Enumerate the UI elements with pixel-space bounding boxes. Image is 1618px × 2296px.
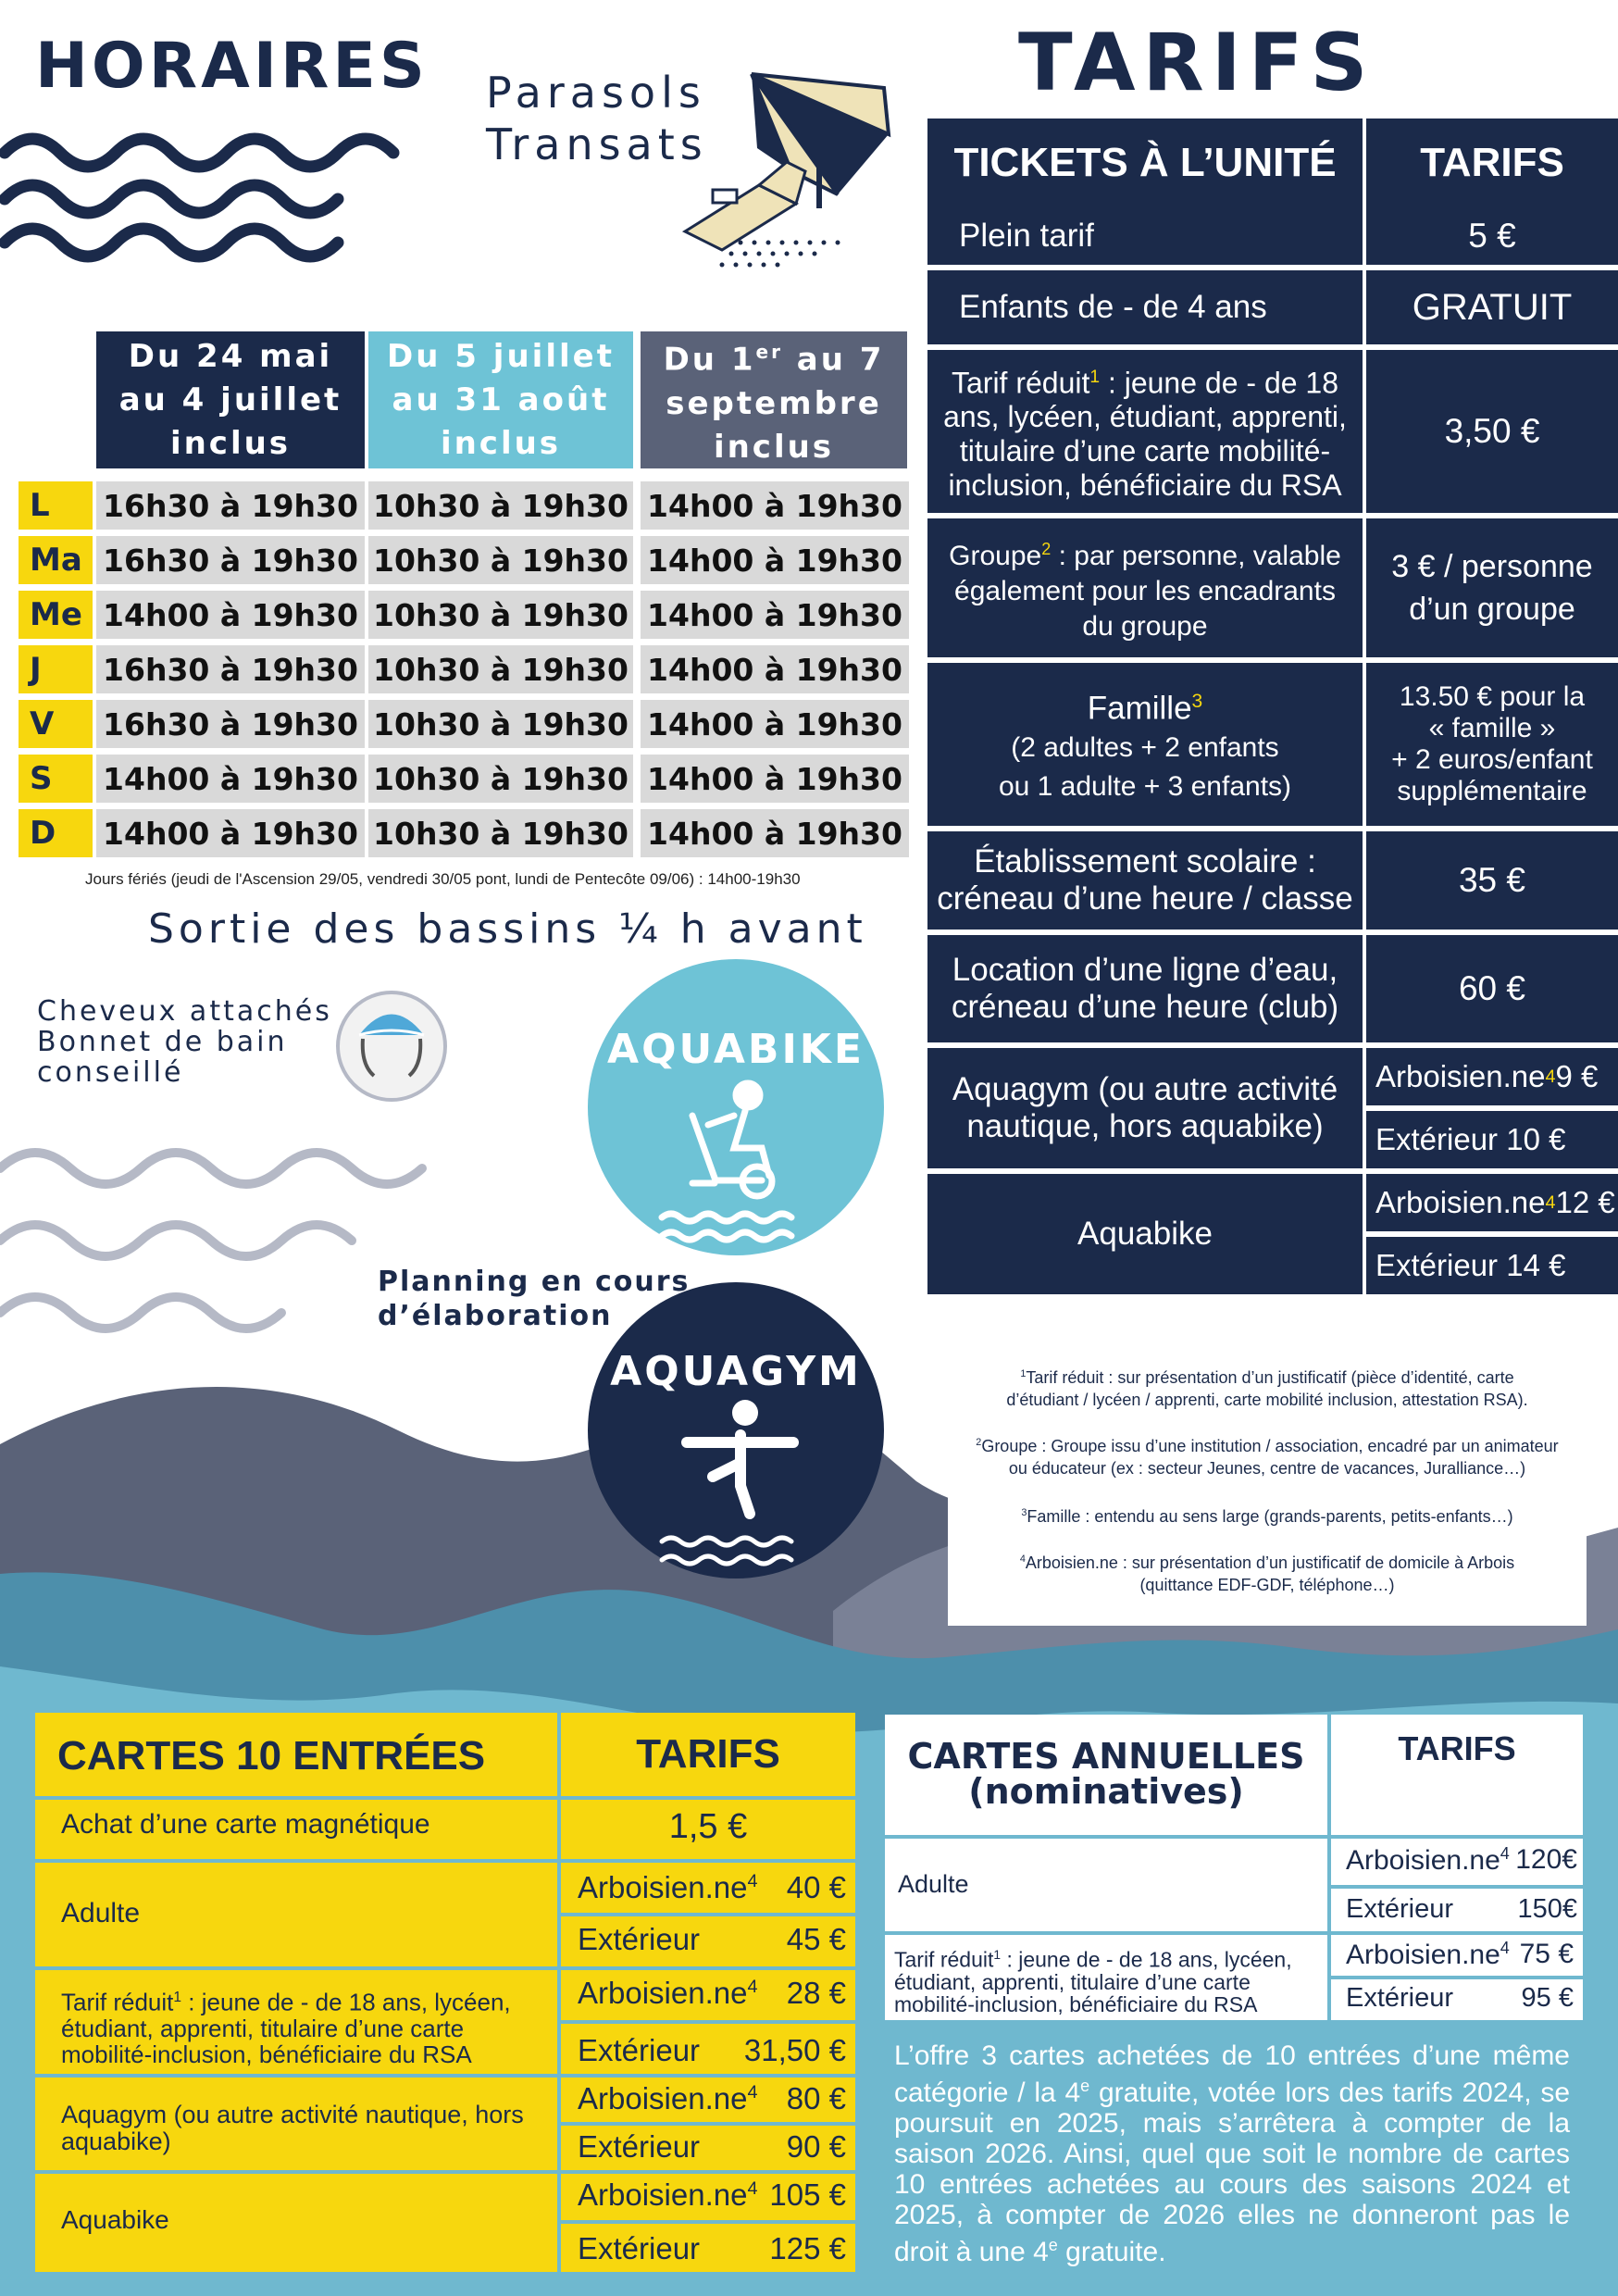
ann-reduit-arb: Arboisien.ne	[1346, 1940, 1500, 1970]
period-1-line-1: Du 24 mai	[128, 337, 333, 375]
schedule-cell: 14h00 à 19h30	[641, 591, 909, 639]
schedule-cell: 14h00 à 19h30	[641, 755, 909, 803]
reduit-label-a: Tarif réduit	[951, 366, 1090, 400]
footnote-3-num: 3	[1021, 1507, 1027, 1518]
ann-adulte-arb-cell	[1331, 1839, 1583, 1885]
c10-aquabike-label-cell	[35, 2174, 557, 2272]
c10-adulte-arb: Arboisien.ne	[578, 1870, 748, 1904]
aquagym-line-2: nautique, hors aquabike)	[966, 1108, 1324, 1144]
offre-text-a: L’offre 3 cartes achetées de 10 entrées d’une même catégorie / la 4	[894, 2040, 1570, 2108]
aquagym-ext-text: Extérieur 10 €	[1375, 1122, 1566, 1156]
groupe-price	[1366, 518, 1618, 657]
offre-text-b: gratuite, votée lors des tarifs 2024, se poursuit en 2025, mais s’arrêtera à compter de la saison 2026. Ainsi, quel que soit le nombre de cartes 10 entrées achetées au cours des saisons 2024 et 2025, à compter de 2026 elles ne donneront pas le droit à une 4	[894, 2078, 1571, 2267]
tickets-header-left	[927, 119, 1363, 207]
offre-text-c: gratuite.	[1057, 2237, 1166, 2267]
aquabike-ext-text: Extérieur 14 €	[1375, 1248, 1566, 1282]
c10-reduit-arb-sup: 4	[747, 1977, 758, 1997]
ann-reduit-line-0	[894, 1944, 1327, 1971]
plein-tarif-text: Plein tarif	[959, 218, 1094, 254]
aquabike-title: AQUABIKE	[607, 1026, 865, 1073]
schedule-cell: 14h00 à 19h30	[96, 755, 365, 803]
footnote-2	[948, 1431, 1587, 1479]
footnote-4-line-2: (quittance EDF-GDF, téléphone…)	[1139, 1576, 1395, 1594]
c10-reduit-sup: 1	[173, 1990, 182, 2005]
plein-tarif-label	[927, 207, 1363, 265]
annuelles-tarifs-cell	[1331, 1715, 1583, 1835]
schedule-cell: 14h00 à 19h30	[641, 645, 909, 693]
famille-price-line-4: supplémentaire	[1397, 776, 1587, 806]
famille-sup: 3	[1191, 691, 1203, 713]
reduit-line-2: titulaire d’une carte mobilité-	[959, 434, 1331, 468]
parasols-transats-label	[486, 67, 708, 170]
groupe-sup: 2	[1041, 540, 1052, 558]
c10-reduit-label-a: Tarif réduit	[61, 1988, 174, 2016]
groupe-label	[927, 518, 1363, 657]
cartes10-title: CARTES 10 ENTRÉES	[57, 1733, 486, 1778]
c10-reduit-line-2: mobilité-inclusion, bénéficiaire du RSA	[61, 2040, 472, 2068]
aquagym-arb-sup: 4	[1545, 1066, 1556, 1087]
scolaire-price	[1366, 831, 1618, 930]
footnote-3	[948, 1502, 1587, 1528]
groupe-label-a: Groupe	[949, 541, 1042, 571]
reduit-label	[927, 350, 1363, 513]
period-header-1	[96, 331, 365, 468]
tickets-header-right-text: TARIFS	[1420, 140, 1564, 185]
day-label: S	[19, 755, 93, 803]
footnote-4-text-1: Arboisien.ne : sur présentation d’un justificatif de domicile à Arbois	[1025, 1554, 1515, 1572]
waves-grey-icon	[0, 1153, 422, 1329]
footnote-1-line-2: d’étudiant / lycéen / apprenti, carte mobilité inclusion, attestation RSA).	[1006, 1391, 1528, 1409]
offre-sup: e	[1080, 2077, 1090, 2095]
c10-reduit-arb-price: 28 €	[786, 1976, 846, 2010]
c10-adulte-arb-price: 40 €	[786, 1870, 846, 1904]
c10-aquabike-arb-price: 105 €	[769, 2177, 846, 2212]
footnote-2-line-2: ou éducateur (ex : secteur Jeunes, centre de vacances, Juralliance…)	[1008, 1459, 1526, 1478]
schedule-cell: 14h00 à 19h30	[96, 809, 365, 857]
schedule-cell: 10h30 à 19h30	[368, 700, 633, 748]
ann-reduit-arb-cell	[1331, 1935, 1583, 1976]
enfants-price	[1366, 270, 1618, 344]
enfants-price-text: GRATUIT	[1412, 287, 1573, 328]
famille-price-line-1: 13.50 € pour la	[1399, 681, 1586, 712]
aquagym-line-1: Aquagym (ou autre activité	[952, 1071, 1338, 1107]
scolaire-price-text: 35 €	[1458, 861, 1525, 899]
achat-price-cell	[561, 1800, 855, 1859]
c10-aquagym-line-1: Aquagym (ou autre activité nautique, hors	[61, 2101, 524, 2128]
schedule-cell: 10h30 à 19h30	[368, 591, 633, 639]
footnote-3-text-1: Famille : entendu au sens large (grands-parents, petits-enfants…)	[1027, 1507, 1513, 1526]
ann-adulte-ext: Extérieur	[1346, 1894, 1454, 1924]
achat-label-cell	[35, 1800, 557, 1859]
period-2-line-3: inclus	[440, 424, 562, 462]
ligne-price	[1366, 935, 1618, 1042]
c10-aquagym-arb-cell	[561, 2078, 855, 2122]
famille-price-line-2: « famille »	[1428, 713, 1556, 743]
ann-reduit-line-2: mobilité-inclusion, bénéficiaire du RSA	[894, 1991, 1258, 2016]
c10-reduit-ext-price: 31,50 €	[743, 2033, 846, 2067]
aquabike-arb-sup: 4	[1545, 1192, 1556, 1213]
famille-label-text: Famille	[1087, 690, 1192, 727]
enfants-text: Enfants de - de 4 ans	[959, 289, 1267, 325]
c10-aquagym-line-2: aquabike)	[61, 2128, 171, 2155]
c10-aquabike-ext-cell	[561, 2224, 855, 2272]
groupe-line-2: du groupe	[1082, 611, 1208, 642]
schedule-cell: 16h30 à 19h30	[96, 536, 365, 584]
period-header-2	[368, 331, 633, 468]
day-label: Ma	[19, 536, 93, 584]
famille-price	[1366, 663, 1618, 826]
period-2-line-1: Du 5 juillet	[387, 337, 615, 375]
c10-aquabike-label: Aquabike	[61, 2205, 169, 2234]
annuelles-tarifs: TARIFS	[1398, 1729, 1516, 1767]
planning-line-1: Planning en cours	[378, 1266, 691, 1298]
ligne-label	[927, 935, 1363, 1042]
c10-aquagym-label-cell	[35, 2078, 557, 2170]
aquagym-arb-label: Arboisien.ne	[1375, 1059, 1546, 1093]
ann-adulte-label-cell	[885, 1839, 1327, 1931]
reduit-label-b: : jeune de - de 18	[1100, 366, 1339, 400]
period-3-line-3: inclus	[713, 428, 835, 466]
tickets-header-right	[1366, 119, 1618, 207]
ann-adulte-label: Adulte	[898, 1870, 969, 1898]
c10-aquagym-arb: Arboisien.ne	[578, 2081, 748, 2115]
c10-aquabike-arb-sup: 4	[747, 2178, 758, 2199]
period-3-line-2: septembre	[666, 384, 882, 422]
reduit-line-1: ans, lycéen, étudiant, apprenti,	[943, 400, 1347, 434]
c10-aquagym-arb-sup: 4	[747, 2082, 758, 2103]
groupe-label-b: : par personne, valable	[1051, 541, 1341, 571]
footnote-4-line-1	[948, 1548, 1587, 1574]
cheveux-line-2: Bonnet de bain	[37, 1026, 288, 1058]
aquagym-label	[927, 1048, 1363, 1168]
aquagym-arb-price: 9 €	[1555, 1059, 1599, 1093]
c10-aquagym-ext-price: 90 €	[786, 2129, 846, 2164]
cartes10-tarifs-cell	[561, 1713, 855, 1796]
reduit-price	[1366, 350, 1618, 513]
ann-reduit-sup: 1	[993, 1948, 1002, 1962]
aquagym-title: AQUAGYM	[610, 1348, 862, 1395]
ann-reduit-ext-price: 95 €	[1521, 1983, 1574, 2013]
groupe-line-1: également pour les encadrants	[954, 576, 1336, 606]
planning-note	[378, 1265, 690, 1333]
aquabike-ext	[1366, 1237, 1618, 1294]
footnote-1-num: 1	[1020, 1368, 1027, 1379]
c10-adulte-ext: Extérieur	[578, 1922, 701, 1956]
c10-reduit-ext: Extérieur	[578, 2033, 701, 2067]
ann-reduit-line-1: étudiant, apprenti, titulaire d’une carte	[894, 1969, 1251, 1994]
ann-adulte-arb-sup: 4	[1500, 1844, 1510, 1863]
waves-navy-icon	[5, 139, 393, 256]
footnote-2-line-1	[948, 1431, 1587, 1457]
day-label: J	[19, 645, 93, 693]
famille-price-line-3: + 2 euros/enfant	[1391, 744, 1593, 775]
annuelles-title-2: (nominatives)	[968, 1771, 1244, 1812]
famille-line-0	[999, 682, 1291, 729]
period-2-line-2: au 31 août	[392, 381, 610, 418]
aquabike-arb-price: 12 €	[1555, 1185, 1615, 1219]
horaires-title: HORAIRES	[35, 30, 429, 103]
annuelles-title-cell	[885, 1715, 1327, 1835]
footnote-3-line-1	[948, 1502, 1587, 1528]
cartes10-title-cell	[35, 1713, 557, 1796]
transats-text: Transats	[486, 119, 708, 169]
scolaire-label	[927, 831, 1363, 930]
ann-reduit-label-a: Tarif réduit	[894, 1947, 994, 1972]
famille-line-2: ou 1 adulte + 3 enfants)	[998, 770, 1292, 802]
aquabike-label	[927, 1174, 1363, 1294]
c10-aquagym-ext-cell	[561, 2126, 855, 2170]
aquagym-ext	[1366, 1111, 1618, 1168]
aquabike-circle	[588, 959, 884, 1255]
day-label: Me	[19, 591, 93, 639]
footnotes-box	[948, 1352, 1587, 1626]
c10-aquabike-arb: Arboisien.ne	[578, 2177, 748, 2212]
c10-reduit-arb: Arboisien.ne	[578, 1976, 748, 2010]
jours-feries-note: Jours fériés (jeudi de l'Ascension 29/05, vendredi 30/05 pont, lundi de Pentecôte 09/06) : 14h00-19h30	[85, 870, 801, 888]
footnote-1-line-1	[948, 1363, 1587, 1389]
tarifs-title: TARIFS	[1018, 17, 1375, 109]
schedule-cell: 14h00 à 19h30	[641, 481, 909, 530]
achat-label: Achat d’une carte magnétique	[61, 1809, 430, 1840]
schedule-cell: 14h00 à 19h30	[96, 591, 365, 639]
schedule-cell: 10h30 à 19h30	[368, 755, 633, 803]
footnote-2-text-1: Groupe : Groupe issu d’une institution / association, encadré par un animateur	[981, 1437, 1559, 1455]
offre-sup-2: e	[1048, 2236, 1058, 2254]
c10-reduit-label-b: : jeune de - de 18 ans, lycéen,	[181, 1988, 511, 2016]
schedule-cell: 10h30 à 19h30	[368, 809, 633, 857]
c10-adulte-ext-cell	[561, 1916, 855, 1966]
schedule-cell: 16h30 à 19h30	[96, 645, 365, 693]
enfants-label	[927, 270, 1363, 344]
achat-price: 1,5 €	[668, 1807, 748, 1846]
schedule-cell: 14h00 à 19h30	[641, 536, 909, 584]
ann-reduit-label-b: : jeune de - de 18 ans, lycéen,	[1001, 1947, 1292, 1972]
c10-adulte-arb-sup: 4	[747, 1871, 758, 1891]
ann-reduit-arb-price: 75 €	[1519, 1939, 1574, 1969]
famille-line-1: (2 adultes + 2 enfants	[1011, 731, 1279, 763]
ann-adulte-ext-price: 150€	[1517, 1894, 1577, 1924]
groupe-price-line-1: 3 € / personne	[1391, 549, 1593, 584]
ann-reduit-ext: Extérieur	[1346, 1983, 1454, 2013]
c10-reduit-line-1: étudiant, apprenti, titulaire d’une carte	[61, 2014, 465, 2042]
ligne-line-2: créneau d’une heure (club)	[951, 989, 1339, 1025]
aquagym-arb	[1366, 1048, 1618, 1105]
period-3-line-1	[664, 331, 885, 381]
footnote-4	[948, 1548, 1587, 1596]
ann-reduit-arb-sup: 4	[1500, 1939, 1510, 1957]
reduit-price-text: 3,50 €	[1444, 412, 1540, 450]
scolaire-line-2: créneau d’une heure / classe	[937, 880, 1353, 917]
aquabike-label-text: Aquabike	[1077, 1216, 1213, 1252]
swim-cap-icon	[338, 992, 445, 1100]
reduit-line-3: inclusion, bénéficiaire du RSA	[948, 468, 1342, 503]
planning-line-2: d’élaboration	[378, 1300, 613, 1332]
ann-reduit-ext-cell	[1331, 1979, 1583, 2020]
period-1-line-3: inclus	[169, 424, 292, 462]
aquabike-arb	[1366, 1174, 1618, 1231]
c10-reduit-line-0	[61, 1985, 557, 2015]
period-3-line-1-sup: er	[755, 341, 783, 364]
ligne-price-text: 60 €	[1458, 969, 1525, 1007]
annuelles-title-1: CARTES ANNUELLES	[907, 1736, 1305, 1777]
cheveux-note	[37, 996, 332, 1088]
parasols-text: Parasols	[486, 68, 706, 118]
c10-reduit-label-cell	[35, 1970, 557, 2074]
c10-adulte-label: Adulte	[61, 1898, 141, 1928]
c10-reduit-arb-cell	[561, 1970, 855, 2020]
footnote-2-num: 2	[976, 1437, 982, 1448]
ann-adulte-arb: Arboisien.ne	[1346, 1845, 1500, 1876]
parasol-transat-icon	[685, 74, 889, 268]
plein-tarif-price	[1366, 207, 1618, 265]
groupe-price-line-2: d’un groupe	[1409, 592, 1575, 627]
tickets-header-left-text: TICKETS À L’UNITÉ	[953, 140, 1337, 185]
period-1-line-2: au 4 juillet	[118, 381, 342, 418]
cheveux-line-1: Cheveux attachés	[37, 995, 332, 1028]
c10-aquabike-ext-price: 125 €	[769, 2231, 846, 2265]
offre-note	[894, 2040, 1570, 2267]
reduit-line-0	[943, 360, 1347, 401]
footnote-1	[948, 1363, 1587, 1411]
groupe-line-0	[949, 531, 1341, 574]
day-label: D	[19, 809, 93, 857]
famille-label	[927, 663, 1363, 826]
c10-adulte-ext-price: 45 €	[786, 1922, 846, 1956]
period-3-line-1-b: au 7	[782, 341, 885, 379]
aquabike-arb-label: Arboisien.ne	[1375, 1185, 1546, 1219]
ann-adulte-ext-cell	[1331, 1889, 1583, 1931]
footnote-4-num: 4	[1019, 1554, 1026, 1565]
schedule-cell: 10h30 à 19h30	[368, 536, 633, 584]
scolaire-line-1: Établissement scolaire :	[974, 843, 1316, 880]
reduit-sup: 1	[1089, 367, 1101, 387]
ann-adulte-arb-price: 120€	[1515, 1844, 1577, 1875]
schedule-cell: 14h00 à 19h30	[641, 809, 909, 857]
c10-adulte-arb-cell	[561, 1863, 855, 1913]
c10-aquagym-arb-price: 80 €	[786, 2081, 846, 2115]
schedule-cell: 16h30 à 19h30	[96, 481, 365, 530]
c10-aquabike-arb-cell	[561, 2174, 855, 2220]
day-label: L	[19, 481, 93, 530]
sortie-bassins-note: Sortie des bassins ¼ h avant	[148, 905, 867, 953]
cheveux-line-3: conseillé	[37, 1056, 184, 1089]
c10-aquabike-ext: Extérieur	[578, 2231, 701, 2265]
c10-adulte-label-cell	[35, 1863, 557, 1966]
schedule-cell: 16h30 à 19h30	[96, 700, 365, 748]
ann-reduit-label-cell	[885, 1935, 1327, 2020]
c10-aquagym-ext: Extérieur	[578, 2129, 701, 2164]
period-header-3	[641, 331, 907, 468]
cartes10-tarifs: TARIFS	[636, 1731, 780, 1777]
schedule-cell: 10h30 à 19h30	[368, 481, 633, 530]
day-label: V	[19, 700, 93, 748]
ligne-line-1: Location d’une ligne d’eau,	[952, 952, 1338, 988]
schedule-cell: 14h00 à 19h30	[641, 700, 909, 748]
plein-tarif-price-text: 5 €	[1468, 217, 1516, 255]
footnote-1-text-1: Tarif réduit : sur présentation d’un justificatif (pièce d’identité, carte	[1026, 1368, 1514, 1387]
schedule-cell: 10h30 à 19h30	[368, 645, 633, 693]
period-3-line-1-a: Du 1	[663, 341, 756, 379]
c10-reduit-ext-cell	[561, 2024, 855, 2074]
